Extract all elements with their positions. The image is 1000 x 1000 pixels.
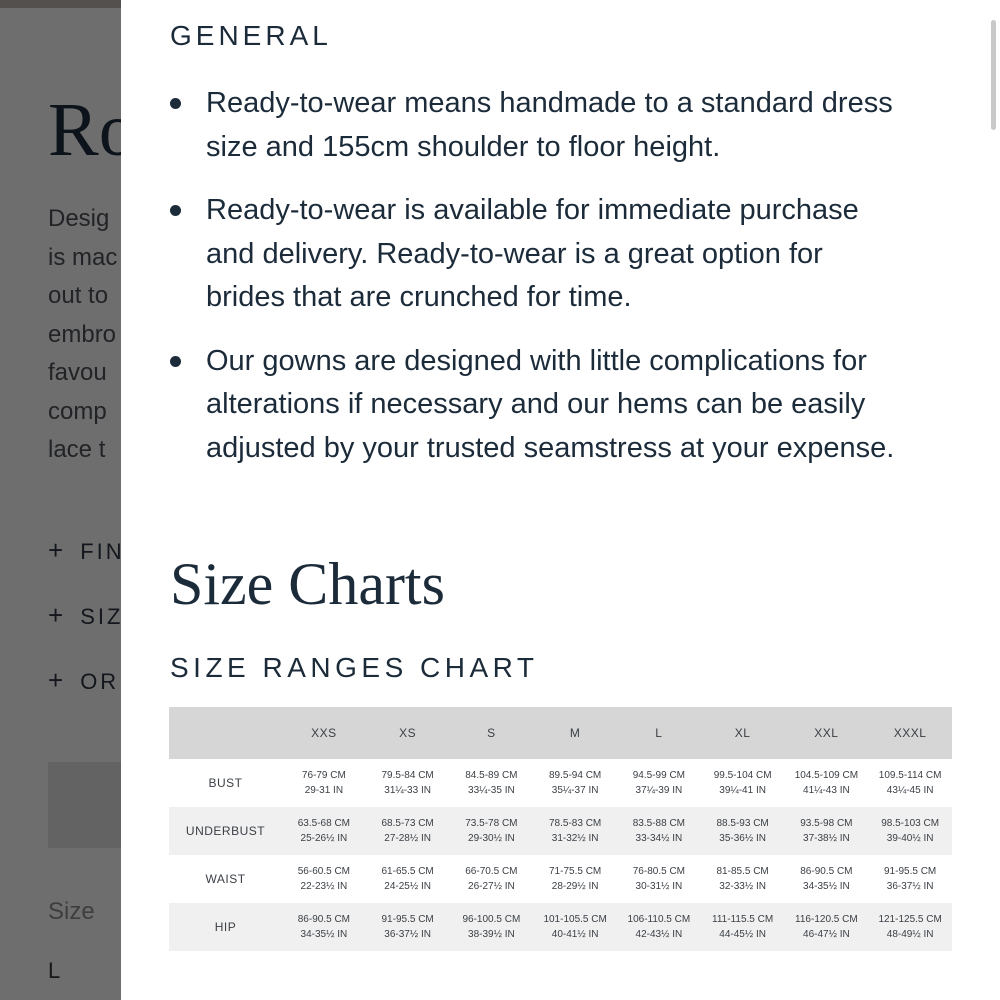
table-header-cell: XXXL <box>868 707 952 759</box>
cm-value: 84.5-89 CM <box>465 770 518 781</box>
cm-value: 86-90.5 CM <box>297 914 350 925</box>
cm-value: 91-95.5 CM <box>381 914 434 925</box>
cm-value: 116-120.5 CM <box>795 914 858 925</box>
bullet-item <box>170 340 970 471</box>
inch-value: 31-32½ IN <box>551 833 599 844</box>
table-cell <box>282 855 366 903</box>
cm-value: 56-60.5 CM <box>297 866 350 877</box>
bullet-text-line: Ready-to-wear is available for immediate purchase <box>206 194 859 226</box>
cm-value: 121-125.5 CM <box>878 914 942 925</box>
inch-value: 42-43½ IN <box>635 929 683 940</box>
row-label: UNDERBUST <box>169 807 282 855</box>
inch-value: 33¼-35 IN <box>468 785 515 796</box>
table-cell <box>617 903 701 951</box>
table-cell <box>450 759 534 807</box>
cm-value: 109.5-114 CM <box>878 770 942 781</box>
row-label: WAIST <box>205 871 246 886</box>
table-cell <box>785 807 869 855</box>
cm-value: 61-65.5 CM <box>381 866 434 877</box>
table-cell <box>701 855 785 903</box>
inch-value: 41¼-43 IN <box>803 785 850 796</box>
inch-value: 27-28½ IN <box>384 833 431 844</box>
table-header-cell: L <box>617 707 701 759</box>
table-header-cell: XXS <box>282 707 366 759</box>
cm-value: 63.5-68 CM <box>297 818 350 829</box>
table-row <box>169 855 952 903</box>
table-cell <box>868 903 952 951</box>
inch-value: 46-47½ IN <box>803 929 850 940</box>
cm-value: 96-100.5 CM <box>462 914 521 925</box>
inch-value: 36-37½ IN <box>886 881 934 892</box>
cm-value: 88.5-93 CM <box>716 818 769 829</box>
bullet-text-line: adjusted by your trusted seamstress at your expense. <box>206 431 895 464</box>
table-header-cell: XXL <box>785 707 869 759</box>
inch-value: 44-45½ IN <box>719 929 766 940</box>
cm-value: 66-70.5 CM <box>465 866 518 877</box>
inch-value: 39-40½ IN <box>886 833 934 844</box>
inch-value: 35-36½ IN <box>719 833 766 844</box>
inch-value: 30-31½ IN <box>635 881 683 892</box>
cm-value: 78.5-83 CM <box>549 818 602 829</box>
cm-value: 101-105.5 CM <box>543 914 607 925</box>
inch-value: 29-31 IN <box>304 785 344 796</box>
table-header-cell: S <box>450 707 534 759</box>
table-cell <box>450 807 534 855</box>
inch-value: 38-39½ IN <box>468 929 515 940</box>
table-cell <box>785 855 869 903</box>
table-cell <box>868 807 952 855</box>
bullet-dot-icon <box>170 98 181 109</box>
table-cell <box>366 855 450 903</box>
table-body <box>169 759 952 951</box>
size-ranges-heading: SIZE RANGES CHART <box>170 652 539 683</box>
scrollbar[interactable] <box>991 20 996 130</box>
bullet-item <box>170 82 970 169</box>
table-header-cell: M <box>533 707 617 759</box>
table-cell <box>366 903 450 951</box>
bullet-dot-icon <box>170 356 181 367</box>
inch-value: 32-33½ IN <box>719 881 766 892</box>
inch-value: 35¼-37 IN <box>551 785 599 796</box>
inch-value: 22-23½ IN <box>300 881 348 892</box>
inch-value: 39¼-41 IN <box>719 785 766 796</box>
inch-value: 34-35½ IN <box>300 929 348 940</box>
row-label: HIP <box>169 903 282 951</box>
table-cell <box>450 903 534 951</box>
inch-value: 28-29½ IN <box>551 881 599 892</box>
inch-value: 34-35½ IN <box>803 881 850 892</box>
table-cell <box>533 759 617 807</box>
inch-value: 43¼-45 IN <box>886 785 934 796</box>
table-cell <box>533 807 617 855</box>
bullet-text-line: alterations if necessary and our hems can be easily <box>206 388 866 420</box>
bullet-text-line: size and 155cm shoulder to floor height. <box>206 130 721 163</box>
table-header-cell: XS <box>366 707 450 759</box>
cm-value: 91-95.5 CM <box>884 866 937 877</box>
inch-value: 26-27½ IN <box>468 881 515 892</box>
table-cell <box>617 759 701 807</box>
table-cell <box>617 855 701 903</box>
table-cell <box>533 903 617 951</box>
table-header-cell: XL <box>701 707 785 759</box>
cm-value: 111-115.5 CM <box>712 914 774 925</box>
table-cell <box>366 807 450 855</box>
table-row <box>169 807 952 855</box>
inch-value: 36-37½ IN <box>384 929 431 940</box>
table-cell <box>701 807 785 855</box>
size-charts-heading: Size Charts <box>170 551 445 617</box>
inch-value: 40-41½ IN <box>551 929 599 940</box>
inch-value: 48-49½ IN <box>886 929 934 940</box>
cm-value: 83.5-88 CM <box>632 818 685 829</box>
table-header-cell <box>169 707 282 759</box>
table-row <box>169 759 952 807</box>
table-row <box>169 903 952 951</box>
cm-value: 86-90.5 CM <box>800 866 853 877</box>
cm-value: 98.5-103 CM <box>881 818 940 829</box>
inch-value: 24-25½ IN <box>384 881 431 892</box>
table-cell <box>785 903 869 951</box>
cm-value: 81-85.5 CM <box>716 866 769 877</box>
table-cell <box>533 855 617 903</box>
general-heading: GENERAL <box>170 20 332 51</box>
size-guide-modal <box>121 0 1000 1000</box>
bullet-text-line: Ready-to-wear means handmade to a standard dress <box>206 87 893 119</box>
bullet-dot-icon <box>170 205 181 216</box>
bullet-text-line: brides that are crunched for time. <box>206 281 632 313</box>
general-bullet-list <box>170 82 970 490</box>
table-cell <box>617 807 701 855</box>
size-ranges-table <box>169 707 952 951</box>
table-cell <box>785 759 869 807</box>
table-cell <box>282 759 366 807</box>
cm-value: 68.5-73 CM <box>381 818 434 829</box>
cm-value: 79.5-84 CM <box>381 770 434 781</box>
table-cell <box>868 759 952 807</box>
table-cell <box>450 855 534 903</box>
cm-value: 93.5-98 CM <box>800 818 853 829</box>
cm-value: 104.5-109 CM <box>794 770 859 781</box>
bullet-text-line: and delivery. Ready-to-wear is a great option for <box>206 237 823 270</box>
inch-value: 37-38½ IN <box>803 833 850 844</box>
cm-value: 76-79 CM <box>301 770 346 781</box>
table-cell <box>366 759 450 807</box>
table-cell <box>701 903 785 951</box>
inch-value: 31¼-33 IN <box>384 785 431 796</box>
table-cell <box>282 903 366 951</box>
inch-value: 25-26½ IN <box>300 833 348 844</box>
cm-value: 106-110.5 CM <box>627 914 691 925</box>
cm-value: 94.5-99 CM <box>632 770 685 781</box>
inch-value: 33-34½ IN <box>635 833 683 844</box>
table-cell <box>282 807 366 855</box>
inch-value: 29-30½ IN <box>468 833 515 844</box>
table-cell <box>868 855 952 903</box>
cm-value: 76-80.5 CM <box>632 866 685 877</box>
cm-value: 71-75.5 CM <box>549 866 602 877</box>
row-label: BUST <box>208 775 243 790</box>
cm-value: 89.5-94 CM <box>549 770 602 781</box>
inch-value: 37¼-39 IN <box>635 785 683 796</box>
bullet-text-line: Our gowns are designed with little complications for <box>206 344 867 377</box>
table-header-row <box>169 707 952 759</box>
cm-value: 99.5-104 CM <box>713 770 772 781</box>
table-cell <box>701 759 785 807</box>
bullet-item <box>170 189 970 320</box>
cm-value: 73.5-78 CM <box>465 818 518 829</box>
